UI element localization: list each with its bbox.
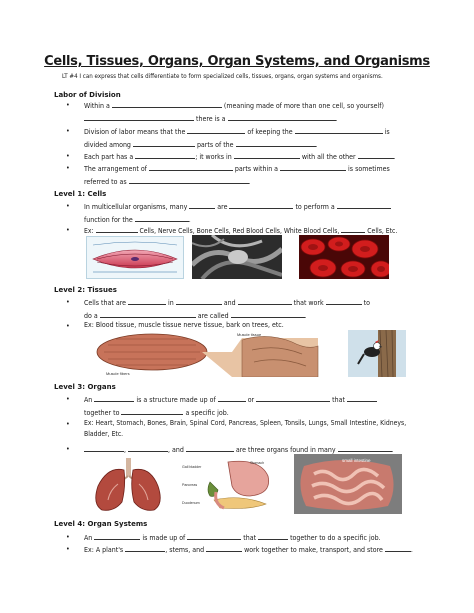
blank [347, 393, 377, 402]
blank [149, 162, 233, 171]
blank [228, 112, 336, 121]
bullet: • [66, 420, 70, 428]
organ-systems-bullet-2: Ex: A plant's , stems, and work together to make, transport, and store . [84, 543, 434, 556]
bullet: • [66, 298, 70, 306]
labor-bullet-3: Each part has a ; it works in with all the other . [84, 150, 424, 163]
blank [280, 162, 346, 171]
blank [258, 531, 288, 540]
bullet: • [66, 533, 70, 541]
blank [128, 443, 168, 452]
organs-bullet-1: An is a structure made up of or that together to a specific job. [84, 393, 424, 419]
blank [129, 175, 249, 184]
blank [128, 296, 166, 305]
blank [112, 99, 222, 108]
bullet: • [66, 226, 70, 234]
intestine-label: small intestine [342, 458, 371, 463]
blank [338, 443, 392, 452]
blank [358, 150, 394, 159]
blank [234, 150, 300, 159]
blank [121, 406, 183, 415]
bullet: • [66, 445, 70, 453]
bullet: • [66, 202, 70, 210]
blank [337, 200, 391, 209]
blank [96, 224, 138, 233]
bullet: • [66, 545, 70, 553]
blank [385, 543, 411, 552]
blank [186, 443, 234, 452]
muscle-tissue-label: Muscle tissue [237, 332, 262, 337]
learning-target: LT #4 I can express that cells differentiate to form specialized cells, tissues, organs, organ systems and organisms. [62, 73, 383, 80]
organs-bullet-3: , , and are three organs found in many . [84, 443, 424, 456]
digest-label-gall-bladder: Gall bladder [182, 465, 202, 469]
blank [341, 224, 365, 233]
bullet: • [66, 164, 70, 172]
bullet: • [66, 395, 70, 403]
organs-bullet-2: Ex: Heart, Stomach, Bones, Brain, Spinal Cord, Pancreas, Spleen, Tonsils, Lungs, Small Intestine, Kidneys, Bladder, Etc. [84, 419, 407, 438]
blank [94, 393, 134, 402]
lungs-image [88, 456, 168, 514]
labor-bullet-2: Division of labor means that the of keeping the is divided among parts of the . [84, 125, 424, 151]
organ-systems-bullet-1: An is made up of that together to do a specific job. [84, 531, 434, 544]
small-intestine-image [294, 454, 402, 514]
blank [326, 296, 362, 305]
blank [218, 393, 246, 402]
digest-label-stomach: Stomach [250, 461, 265, 465]
cells-bullet-1: In multicellular organisms, many are to perform a function for the . [84, 200, 424, 226]
stomach-pancreas-image [180, 456, 280, 514]
digest-label-pancreas: Pancreas [182, 483, 198, 487]
cells-bullet-2: Ex: Cells, Nerve Cells, Bone Cells, Red Blood Cells, White Blood Cells, Cells, Etc. [84, 224, 444, 237]
muscle-tissue-image [92, 330, 320, 377]
blank [135, 213, 189, 222]
bullet: • [66, 101, 70, 109]
nerve-cell-image [192, 235, 282, 279]
section-heading-labor: Labor of Division [54, 91, 121, 99]
labor-bullet-4: The arrangement of parts within a is sometimes referred to as . [84, 162, 424, 188]
bullet: • [66, 152, 70, 160]
digest-label-duodenum: Duodenum [182, 501, 200, 505]
labor-bullet-1: Within a (meaning made of more than one cell, so yourself) there is a . [84, 99, 424, 125]
blank [84, 443, 124, 452]
blank [189, 200, 215, 209]
tree-bark-woodpecker-image [348, 330, 406, 377]
page-title: Cells, Tissues, Organs, Organ Systems, and Organisms [44, 54, 430, 69]
bullet: • [66, 322, 70, 330]
blank [133, 138, 195, 147]
blank [94, 531, 140, 540]
blank [231, 309, 305, 318]
blank [295, 125, 383, 134]
section-heading-cells: Level 1: Cells [54, 190, 107, 198]
red-blood-cell-image [299, 235, 389, 279]
bullet: • [66, 127, 70, 135]
blank [125, 543, 165, 552]
section-heading-tissues: Level 2: Tissues [54, 286, 117, 294]
tissues-bullet-2: Ex: Blood tissue, muscle tissue nerve tissue, bark on trees, etc. [84, 321, 284, 329]
tissues-bullet-1: Cells that are in and that work to do a are called . [84, 296, 434, 322]
blank [187, 531, 241, 540]
blank [236, 138, 316, 147]
muscle-cell-image [86, 236, 184, 279]
blank [238, 296, 292, 305]
blank [206, 543, 242, 552]
blank [256, 393, 330, 402]
blank [229, 200, 293, 209]
blank [187, 125, 245, 134]
section-heading-organ-systems: Level 4: Organ Systems [54, 520, 148, 528]
section-heading-organs: Level 3: Organs [54, 383, 116, 391]
blank [176, 296, 222, 305]
blank [135, 150, 195, 159]
blank [84, 112, 194, 121]
blank [100, 309, 196, 318]
muscle-fiber-label: Muscle fibers [106, 371, 130, 376]
